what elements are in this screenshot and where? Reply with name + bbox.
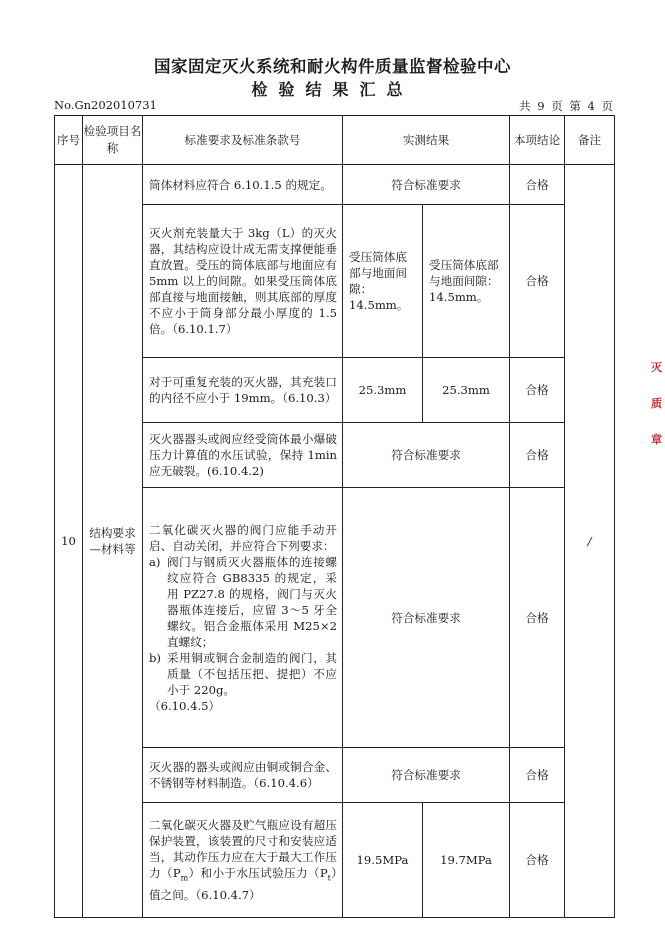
conclusion-cell: 合格 xyxy=(510,423,565,488)
list-item xyxy=(149,554,337,650)
header-standard: 标准要求及标准条款号 xyxy=(143,116,343,165)
conclusion-cell: 合格 xyxy=(510,165,565,205)
list-item xyxy=(149,650,337,698)
conclusion-cell: 合格 xyxy=(510,803,565,918)
requirement-cell: 灭火器的器头或阀应由铜或铜合金、不锈钢等材料制造。（6.10.4.6） xyxy=(143,748,343,803)
header-item: 检验项目名称 xyxy=(83,116,143,165)
seq-cell: 10 xyxy=(55,165,83,918)
requirement-cell: 灭火剂充装量大于 3kg（L）的灭火器，其结构应设计成无需支撑便能垂直放置。受压的筒体底部与地面应有 5mm 以上的间隙。如果受压筒体底部直接与地面接触，则其底部的厚度不应小于筒身部分最小厚度的 1.5 倍。（6.10.1.7） xyxy=(143,205,343,358)
list-item-label: b) xyxy=(149,650,161,665)
conclusion-cell: 合格 xyxy=(510,748,565,803)
header-result: 实测结果 xyxy=(343,116,510,165)
item-name-cell: 结构要求—材料等 xyxy=(83,165,143,918)
list-item-label: a) xyxy=(149,554,161,569)
result-cell-b: 受压筒体底部与地面间隙：14.5mm。 xyxy=(423,205,510,358)
result-cell: 符合标准要求 xyxy=(343,488,510,748)
report-title: 国家固定灭火系统和耐火构件质量监督检验中心 xyxy=(154,57,511,76)
result-cell-a: 受压筒体底部与地面间隙：14.5mm。 xyxy=(343,205,423,358)
report-number: No.Gn202010731 xyxy=(54,98,157,112)
requirement-list xyxy=(149,554,337,698)
requirement-intro: 二氧化碳灭火器的阀门应能手动开启、自动关闭，并应符合下列要求： xyxy=(149,522,337,553)
requirement-cell: 对于可重复充装的灭火器，其充装口的内径不应小于 19mm。（6.10.3） xyxy=(143,358,343,423)
header-remark: 备注 xyxy=(565,116,615,165)
requirement-clause: （6.10.4.5） xyxy=(149,698,221,713)
report-subtitle: 检验结果汇总 xyxy=(251,80,414,99)
remark-cell: / xyxy=(565,165,615,918)
requirement-cell xyxy=(143,488,343,748)
result-cell-a: 19.5MPa xyxy=(343,803,423,918)
requirement-cell: 灭火器器头或阀应经受筒体最小爆破压力计算值的水压试验，保持 1min 应无破裂。(6.10.4.2) xyxy=(143,423,343,488)
conclusion-cell: 合格 xyxy=(510,205,565,358)
header-seq: 序号 xyxy=(55,116,83,165)
requirement-cell: 筒体材料应符合 6.10.1.5 的规定。 xyxy=(143,165,343,205)
results-table xyxy=(54,115,615,918)
header-conclusion: 本项结论 xyxy=(510,116,565,165)
result-cell: 符合标准要求 xyxy=(343,423,510,488)
result-cell-b: 19.7MPa xyxy=(423,803,510,918)
table-header-row xyxy=(55,116,615,165)
conclusion-cell: 合格 xyxy=(510,488,565,748)
result-cell-a: 25.3mm xyxy=(343,358,423,423)
result-cell: 符合标准要求 xyxy=(343,748,510,803)
table-row xyxy=(55,165,615,205)
requirement-cell: 二氧化碳灭火器及贮气瓶应设有超压保护装置，该装置的尺寸和安装应适当，其动作压力应在大于最大工作压力$(P_m)$和小于水压试验压力$(P_t)$值之间。（6.10.4.7） xyxy=(143,803,343,918)
conclusion-cell: 合格 xyxy=(510,358,565,423)
seal-stamp: 灭 质 章 xyxy=(651,361,662,446)
result-cell-b: 25.3mm xyxy=(423,358,510,423)
page-count: 共 9 页 第 4 页 xyxy=(519,99,613,113)
list-item-text: 采用铜或铜合金制造的阀门，其质量（不包括压把、提把）不应小于 220g。 xyxy=(167,650,337,697)
result-cell: 符合标准要求 xyxy=(343,165,510,205)
list-item-text: 阀门与钢质灭火器瓶体的连接螺纹应符合 GB8335 的规定，采用 PZ27.8 的规格，阀门与灭火器瓶体连接后，应留 3～5 牙全螺纹。铝合金瓶体采用 M25×2 直螺纹； xyxy=(167,554,337,649)
